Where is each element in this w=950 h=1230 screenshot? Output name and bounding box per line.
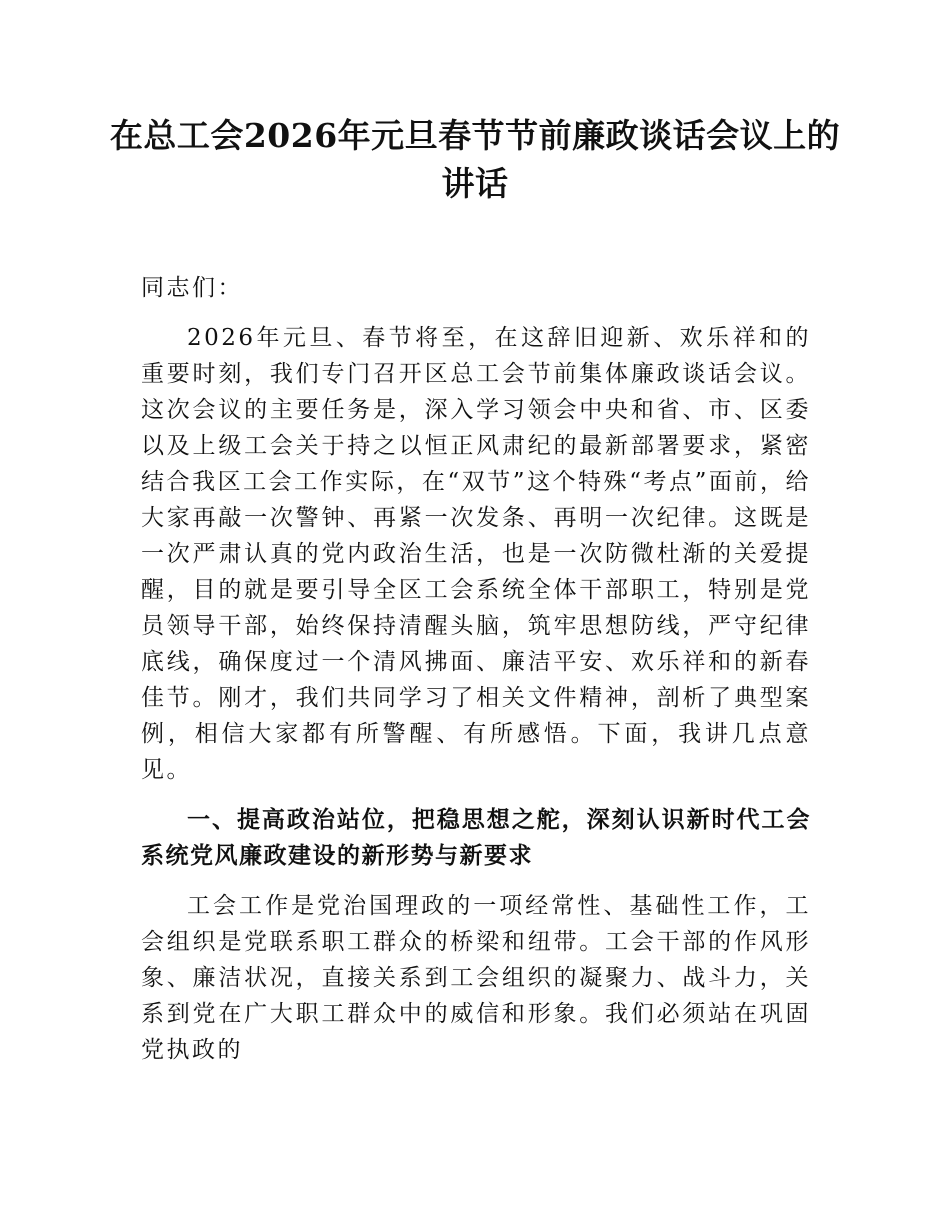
document-body	[141, 270, 811, 1068]
section-heading: 一、提高政治站位，把稳思想之舵，深刻认识新时代工会系统党风廉政建设的新形势与新要求	[141, 807, 811, 869]
salutation: 同志们：	[141, 275, 243, 301]
document-title: 在总工会2026年元旦春节节前廉政谈话会议上的讲话	[109, 116, 841, 203]
opening-paragraph: 2026年元旦、春节将至，在这辞旧迎新、欢乐祥和的重要时刻，我们专门召开区总工会节前集体廉政谈话会议。这次会议的主要任务是，深入学习领会中央和省、市、区委以及上级工会关于持之以恒正风肃纪的最新部署要求，紧密结合我区工会工作实际，在“双节”这个特殊“考点”面前，给大家再敲一次警钟、再紧一次发条、再明一次纪律。这既是一次严肃认真的党内政治生活，也是一次防微杜渐的关爱提醒，目的就是要引导全区工会系统全体干部职工，特别是党员领导干部，始终保持清醒头脑，筑牢思想防线，严守纪律底线，确保度过一个清风拂面、廉洁平安、欢乐祥和的新春佳节。刚才，我们共同学习了相关文件精神，剖析了典型案例，相信大家都有所警醒、有所感悟。下面，我讲几点意见。	[141, 325, 811, 783]
section-paragraph: 工会工作是党治国理政的一项经常性、基础性工作，工会组织是党联系职工群众的桥梁和纽带。工会干部的作风形象、廉洁状况，直接关系到工会组织的凝聚力、战斗力，关系到党在广大职工群众中的威信和形象。我们必须站在巩固党执政的	[141, 893, 811, 1063]
